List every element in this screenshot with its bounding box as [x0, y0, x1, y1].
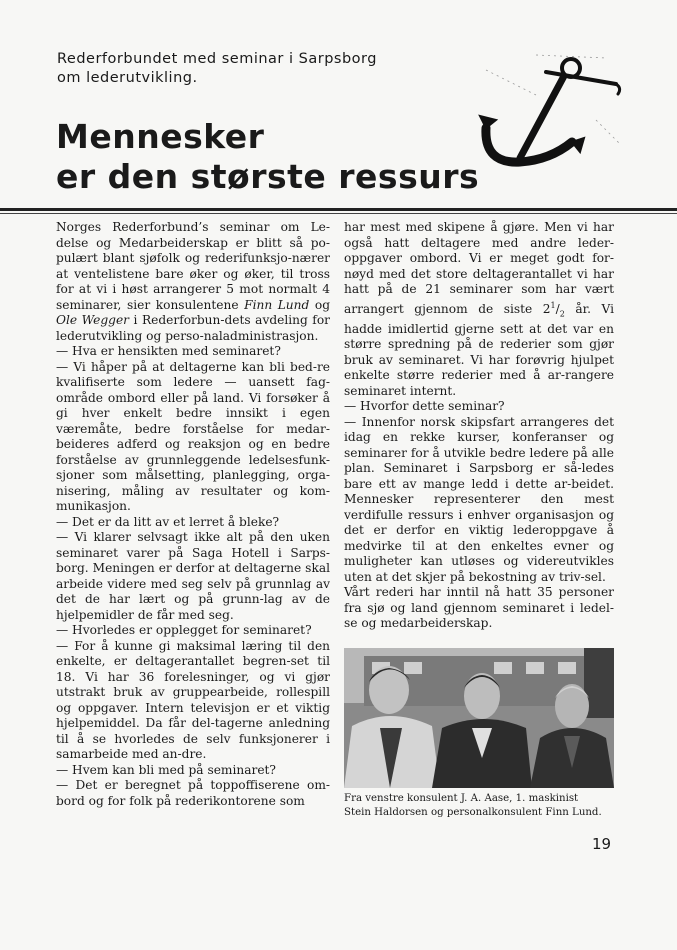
header-rule-thick: [0, 208, 677, 211]
closing-paragraph: Vårt rederi har inntil nå hatt 35 personer fra sjø og land gjennom seminaret i ledel-se og medarbeiderskap.: [344, 585, 614, 630]
name-ole-wegger: Ole Wegger: [56, 313, 130, 327]
question-paragraph: — Hvem kan bli med på seminaret?: [56, 762, 276, 777]
body-column-left: [56, 220, 330, 809]
name-finn-lund: Finn Lund: [244, 297, 310, 312]
photo-caption: [344, 792, 619, 819]
kicker-line-2: om lederutvikling.: [57, 70, 198, 86]
body-column-right: [344, 220, 614, 632]
header-rule-thin: [0, 213, 677, 214]
caption-line-1: Fra venstre konsulent J. A. Aase, 1. maskinist: [344, 793, 579, 804]
question-paragraph: — Hvorfor dette seminar?: [344, 399, 505, 413]
article-kicker: [57, 50, 397, 88]
article-headline: [56, 117, 480, 197]
answer-paragraph: — For å kunne gi maksimal læring til den enkelte, er deltagerantallet begren-set til 18. Vi har 36 forelesninger, og vi gjør utstrakt bruk av gruppearbeide, rollespill og oppgaver. Intern televisjon er et viktig hjelpemiddel. Da får del-tagerne anledning til å se hvorledes de selv funksjonerer i samarbeide med an-dre.: [56, 638, 330, 761]
headline-line-1: Mennesker: [56, 117, 265, 156]
question-paragraph: — Det er da litt av et lerret å bleke?: [56, 514, 280, 529]
anchor-icon: [476, 50, 626, 185]
answer-paragraph: — Vi håper på at deltagerne kan bli bed-re kvalifiserte som ledere — uansett fag-område ombord eller på land. Vi forsøker å gi hver enkelt bedre innsikt i egen væremåte, bedre forståelse for medar-beideres adferd og reaksjon og en bedre forståelse av grunnleggende ledelsesfunk-sjoner som målsetting, planlegging, orga-nisering, måling av resultater og kom-munikasjon.: [56, 359, 330, 513]
paragraph-intro: Norges Rederforbund’s seminar om Le-delse og Medarbeiderskap er blitt så po-pulært blant sjøfolk og rederifunksjo-nærer at ventelistene bare øker og øker, til tross for at vi i høst arrangerer 5 mot normalt 4 seminarer, sier konsulentene Finn Lund og Ole Wegger i Rederforbun-dets avdeling for lederutvikling og perso-naladministrasjon.: [56, 220, 331, 343]
question-paragraph: — Hvorledes er opplegget for seminaret?: [56, 623, 312, 637]
caption-line-2: Stein Haldorsen og personalkonsulent Finn Lund.: [344, 806, 602, 818]
headline-line-2: er den største ressurs: [56, 157, 480, 196]
page-number: 19: [592, 835, 612, 853]
answer-paragraph: — Vi klarer selvsagt ikke alt på den uken seminaret varer på Saga Hotell i Sarps-borg. Meningen er derfor at deltagerne skal arbeide videre med seg selv på grunnlag av det de har lært og på grunn-lag av de hjelpemidler de får med seg.: [56, 530, 330, 622]
answer-paragraph: har mest med skipene å gjøre. Men vi har også hatt deltagere med andre leder-oppgaver ombord. Vi er meget godt for-nøyd med det store deltagerantallet vi har hatt på de 21 seminarer som har vært arrangert gjennom de siste $2^1/_2$ år. Vi hadde imidlertid gjerne sett at det var en større spredning på de rederier som gjør bruk av seminaret. Vi har forøvrig hjulpet enkelte større rederier med å ar-rangere seminaret internt.: [344, 220, 614, 398]
kicker-line-1: Rederforbundet med seminar i Sarpsborg: [57, 51, 377, 67]
answer-paragraph: — Innenfor norsk skipsfart arrangeres det idag en rekke kurser, konferanser og seminarer for å utvikle bedre ledere på alle plan. Seminaret i Sarpsborg er så-ledes bare ett av mange ledd i dette ar-beidet. Mennesker representerer den mest verdifulle ressurs i enhver organisasjon og det er derfor en viktig lederoppgave å medvirke til at den enkeltes evner og muligheter kan utløses og videreutvikles uten at det skjer på bekostning av triv-sel.: [344, 414, 614, 584]
question-paragraph: — Hva er hensikten med seminaret?: [56, 344, 281, 358]
answer-paragraph: — Det er beregnet på toppoffiserene om-bord og for folk på rederikontorene som: [56, 778, 330, 808]
portrait-photo: [344, 648, 614, 788]
